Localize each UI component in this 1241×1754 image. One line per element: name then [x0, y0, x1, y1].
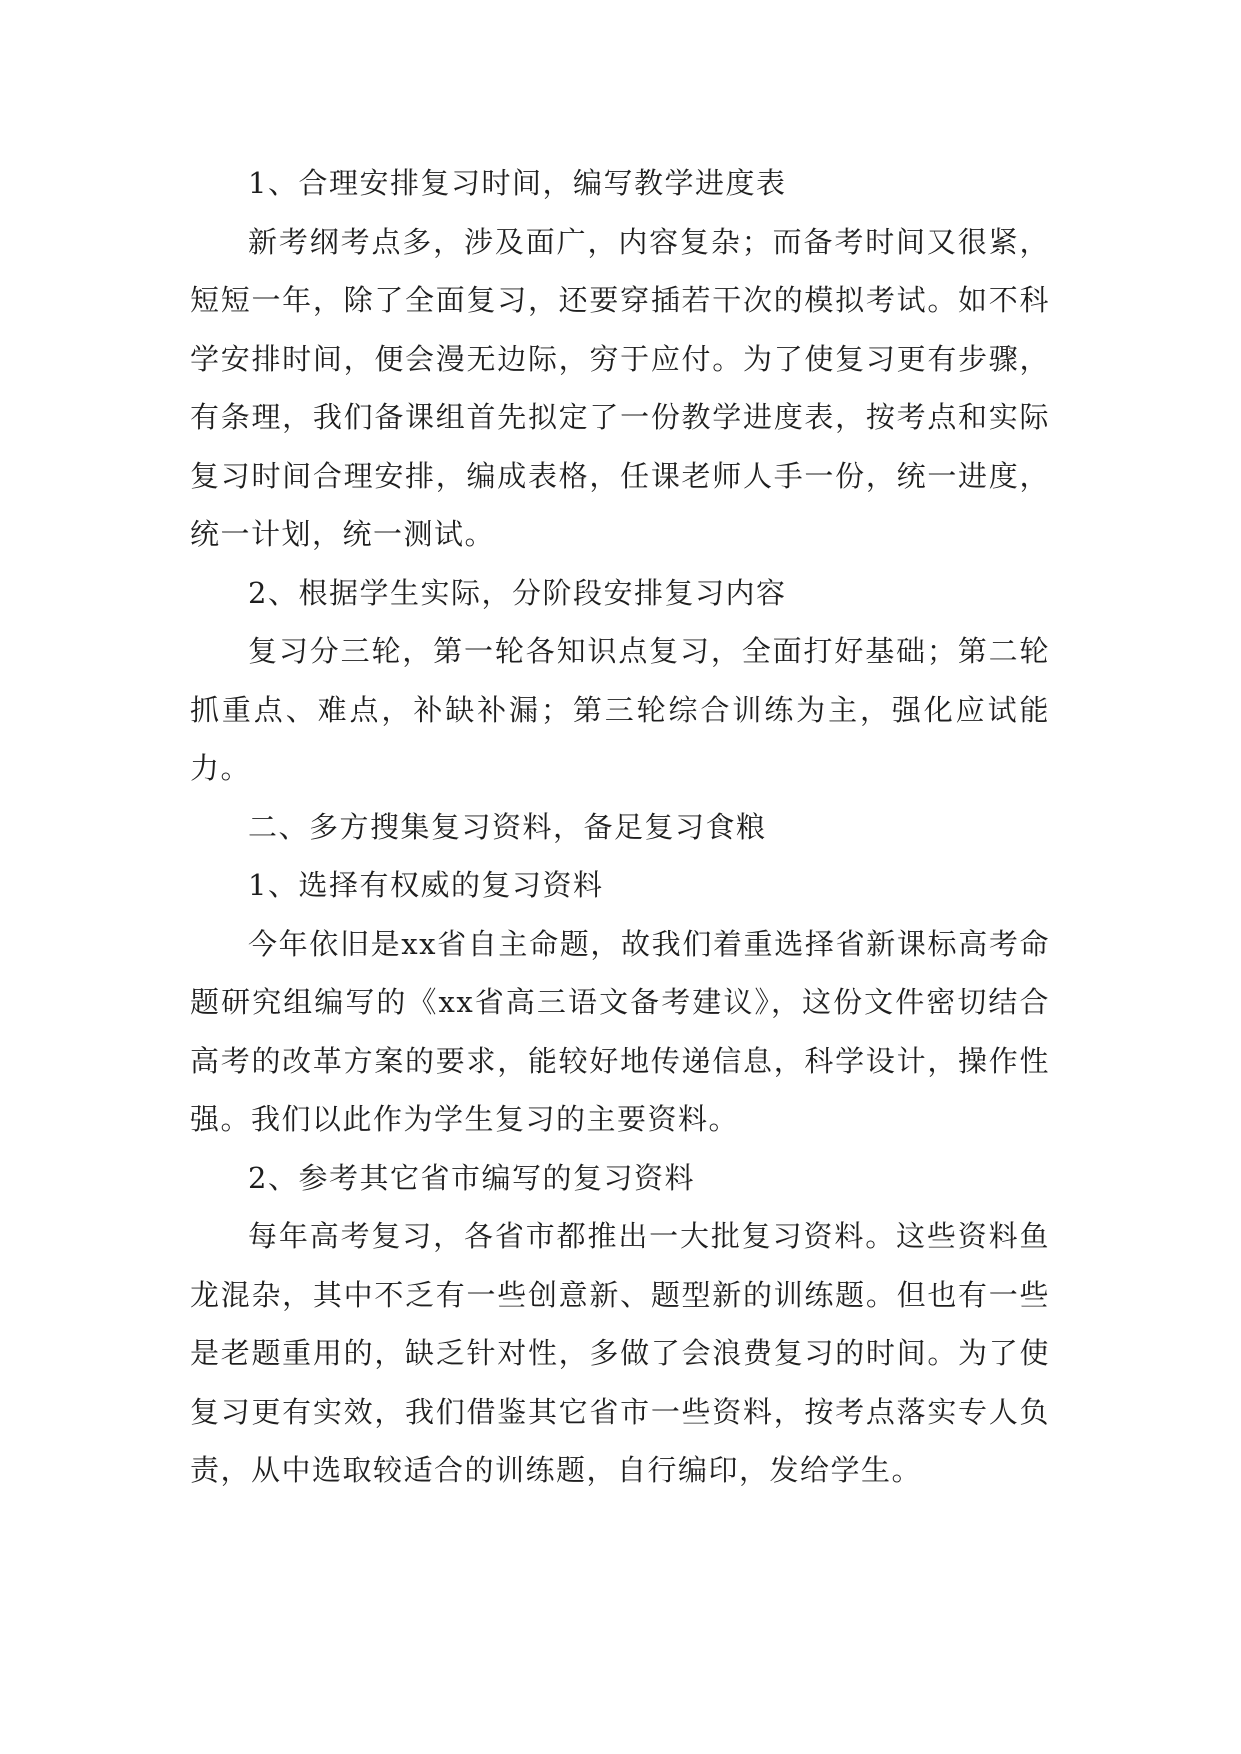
heading-materials: 二、多方搜集复习资料，备足复习食粮: [248, 809, 767, 844]
heading-authoritative: 1、选择有权威的复习资料: [248, 868, 604, 902]
heading-other-provinces: 2、参考其它省市编写的复习资料: [248, 1160, 695, 1195]
heading-schedule: 1、合理安排复习时间，编写教学进度表: [248, 166, 787, 200]
paragraph-schedule: 新考纲考点多，涉及面广，内容复杂；而备考时间又很紧，短短一年，除了全面复习，还要穿插若干次的模拟考试。如不科学安排时间，便会漫无边际，穷于应付。为了使复习更有步骤，有条理，我们备课组首先拟定了一份教学进度表，按考点和实际复习时间合理安排，编成表格，任课老师人手一份，统一进度，统一计划，统一测试。: [190, 224, 1050, 551]
heading-stages: 2、根据学生实际，分阶段安排复习内容: [248, 575, 787, 610]
paragraph-stages: 复习分三轮，第一轮各知识点复习，全面打好基础；第二轮抓重点、难点，补缺补漏；第三轮综合训练为主，强化应试能力。: [190, 634, 1050, 785]
document-body: [190, 154, 1050, 1500]
paragraph-other-provinces: 每年高考复习，各省市都推出一大批复习资料。这些资料鱼龙混杂，其中不乏有一些创意新、题型新的训练题。但也有一些是老题重用的，缺乏针对性，多做了会浪费复习的时间。为了使复习更有实效，我们借鉴其它省市一些资料，按考点落实专人负责，从中选取较适合的训练题，自行编印，发给学生。: [190, 1219, 1050, 1487]
paragraph-authoritative: 今年依旧是xx省自主命题，故我们着重选择省新课标高考命题研究组编写的《xx省高三语文备考建议》，这份文件密切结合高考的改革方案的要求，能较好地传递信息，科学设计，操作性强。我们以此作为学生复习的主要资料。: [190, 926, 1050, 1136]
